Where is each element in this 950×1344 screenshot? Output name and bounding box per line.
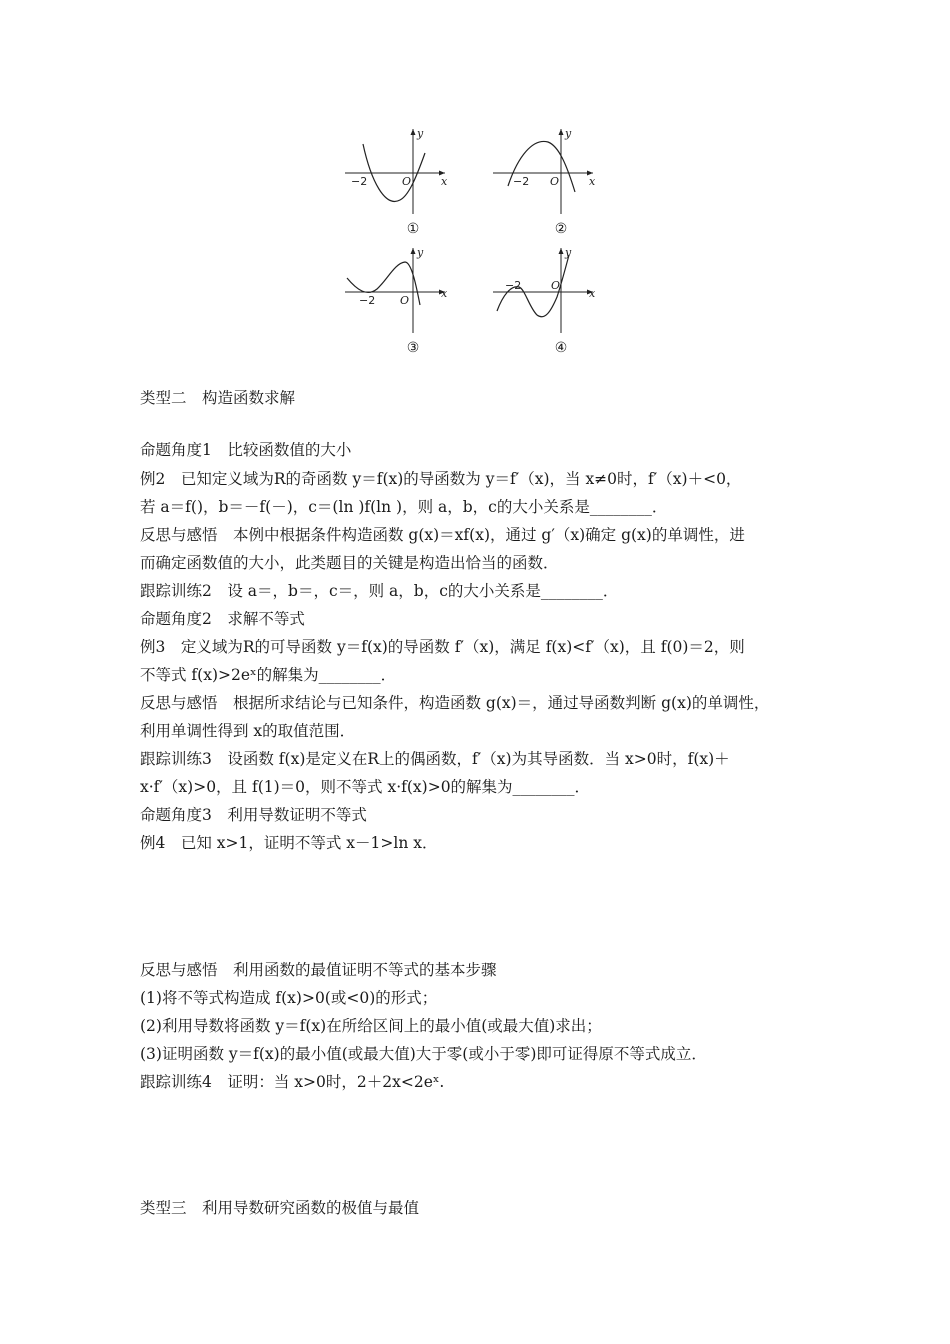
practice-3-line-1: 跟踪训练3 设函数 f(x)是定义在R上的偶函数，f′（x)为其导函数．当 x>0时，f(x)＋ (140, 750, 730, 768)
graph-2 (493, 126, 598, 237)
graph-4-tick: −2 (505, 279, 522, 292)
reflection-3-step-1: (1)将不等式构造成 f(x)>0(或<0)的形式； (140, 989, 438, 1007)
graph-2-x-label: x (589, 175, 596, 188)
graph-1-origin: O (402, 175, 412, 188)
graph-4-x-label: x (589, 287, 596, 300)
graph-2-tick: −2 (513, 175, 530, 188)
section-heading-type-2: 类型二 构造函数求解 (140, 389, 296, 407)
reflection-3-step-3: (3)证明函数 y＝f(x)的最小值(或最大值)大于零(或小于零)即可证得原不等式成立． (140, 1045, 707, 1063)
reflection-1-line-1: 反思与感悟 本例中根据条件构造函数 g(x)＝xf(x)，通过 g′（x)确定 g(x)的单调性，进 (140, 526, 745, 544)
graph-4 (493, 245, 598, 356)
graph-1 (345, 126, 450, 237)
graph-1-plot (345, 126, 450, 218)
topic-angle-3: 命题角度3 利用导数证明不等式 (140, 806, 367, 824)
graph-3 (345, 245, 450, 356)
graph-3-tick: −2 (359, 294, 376, 307)
reflection-2-line-2: 利用单调性得到 x的取值范围． (140, 722, 356, 740)
example-3-line-1: 例3 定义域为R的可导函数 y＝f(x)的导函数 f′（x)，满足 f(x)<f′（x)，且 f(0)＝2，则 (140, 638, 745, 656)
graph-1-x-label: x (441, 175, 448, 188)
example-4: 例4 已知 x>1，证明不等式 x－1>ln x． (140, 834, 438, 852)
graph-1-label: ① (406, 221, 420, 237)
topic-angle-2: 命题角度2 求解不等式 (140, 610, 305, 628)
practice-2: 跟踪训练2 设 a＝，b＝，c＝，则 a，b，c的大小关系是________． (140, 582, 619, 600)
example-3-line-2: 不等式 f(x)>2eˣ的解集为________． (140, 666, 397, 684)
graph-2-label: ② (554, 221, 568, 237)
section-heading-type-3: 类型三 利用导数研究函数的极值与最值 (140, 1199, 420, 1217)
graph-1-y-label: y (417, 127, 424, 140)
reflection-3-step-2: (2)利用导数将函数 y＝f(x)在所给区间上的最小值(或最大值)求出； (140, 1017, 602, 1035)
graph-4-origin: O (551, 279, 561, 292)
example-2-line-1: 例2 已知定义域为R的奇函数 y＝f(x)的导函数为 y＝f′（x)，当 x≠0时，f′（x)＋<0， (140, 470, 742, 488)
graph-2-plot (493, 126, 598, 218)
reflection-1-line-2: 而确定函数值的大小，此类题目的关键是构造出恰当的函数． (140, 554, 559, 572)
graph-3-origin: O (400, 294, 410, 307)
graph-2-y-label: y (565, 127, 572, 140)
reflection-2-line-1: 反思与感悟 根据所求结论与已知条件，构造函数 g(x)＝，通过导函数判断 g(x)的单调性， (140, 694, 770, 712)
practice-3-line-2: x·f′（x)>0，且 f(1)＝0，则不等式 x·f(x)>0的解集为________． (140, 778, 591, 796)
graph-4-label: ④ (554, 340, 568, 356)
practice-4: 跟踪训练4 证明：当 x>0时，2＋2x<2eˣ. (140, 1073, 445, 1091)
topic-angle-1: 命题角度1 比较函数值的大小 (140, 441, 352, 459)
example-2-line-2: 若 a＝f()，b＝－f(－)，c＝(ln )f(ln )，则 a，b，c的大小关系是________． (140, 498, 668, 516)
graph-1-tick: −2 (351, 175, 368, 188)
graph-3-x-label: x (441, 287, 448, 300)
graph-4-plot (493, 245, 598, 337)
graph-3-plot (345, 245, 450, 337)
graph-3-label: ③ (406, 340, 420, 356)
function-graphs-figure (330, 118, 620, 368)
graph-2-origin: O (550, 175, 560, 188)
graph-4-y-label: y (565, 246, 572, 259)
graph-3-y-label: y (417, 246, 424, 259)
reflection-3-heading: 反思与感悟 利用函数的最值证明不等式的基本步骤 (140, 961, 497, 979)
